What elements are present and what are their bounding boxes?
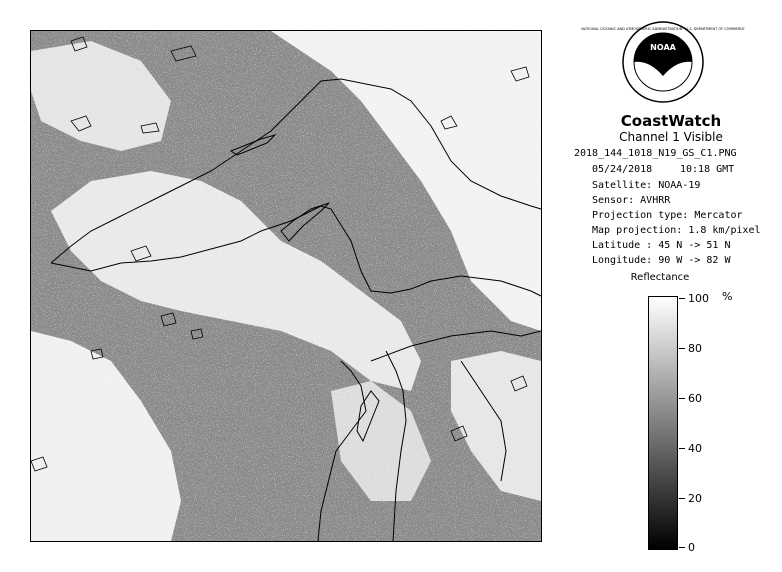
- projection-type-label: Projection type: Mercator: [592, 210, 743, 221]
- time-label: 10:18 GMT: [680, 164, 735, 175]
- colorbar-title: Reflectance: [630, 272, 690, 283]
- date-label: 05/24/2018: [592, 164, 653, 175]
- latitude-label: Latitude : 45 N -> 51 N: [592, 240, 731, 251]
- brand-title: CoastWatch: [620, 112, 722, 130]
- filename-label: 2018_144_1018_N19_GS_C1.PNG: [574, 148, 737, 159]
- sensor-label: Sensor: AVHRR: [592, 195, 671, 206]
- colorbar-tick: [679, 498, 685, 499]
- cloud-texture: [31, 31, 541, 541]
- colorbar-tick-label: 20: [688, 492, 702, 505]
- colorbar-tick-label: 60: [688, 392, 702, 405]
- noaa-logo: [581, 20, 745, 104]
- map-projection-label: Map projection: 1.8 km/pixel: [592, 225, 761, 236]
- satellite-image-map: [30, 30, 542, 542]
- colorbar-tick-label: 100: [688, 292, 709, 305]
- satellite-label: Satellite: NOAA-19: [592, 180, 701, 191]
- colorbar-tick: [679, 348, 685, 349]
- info-panel: [560, 0, 782, 572]
- colorbar-unit: %: [722, 290, 733, 303]
- colorbar-tick: [679, 547, 685, 548]
- longitude-label: Longitude: 90 W -> 82 W: [592, 255, 731, 266]
- reflectance-colorbar: [648, 296, 678, 550]
- colorbar-tick-label: 80: [688, 342, 702, 355]
- seal-ring-text: NATIONAL OCEANIC AND ATMOSPHERIC ADMINISTRATION · U.S. DEPARTMENT OF COMMERCE: [581, 27, 745, 31]
- logo-text: NOAA: [650, 43, 676, 52]
- colorbar-tick-label: 0: [688, 541, 695, 554]
- channel-subtitle: Channel 1 Visible: [619, 130, 723, 144]
- colorbar-tick: [679, 298, 685, 299]
- colorbar-tick-label: 40: [688, 442, 702, 455]
- colorbar-tick: [679, 448, 685, 449]
- map-svg: [31, 31, 541, 541]
- colorbar-tick: [679, 398, 685, 399]
